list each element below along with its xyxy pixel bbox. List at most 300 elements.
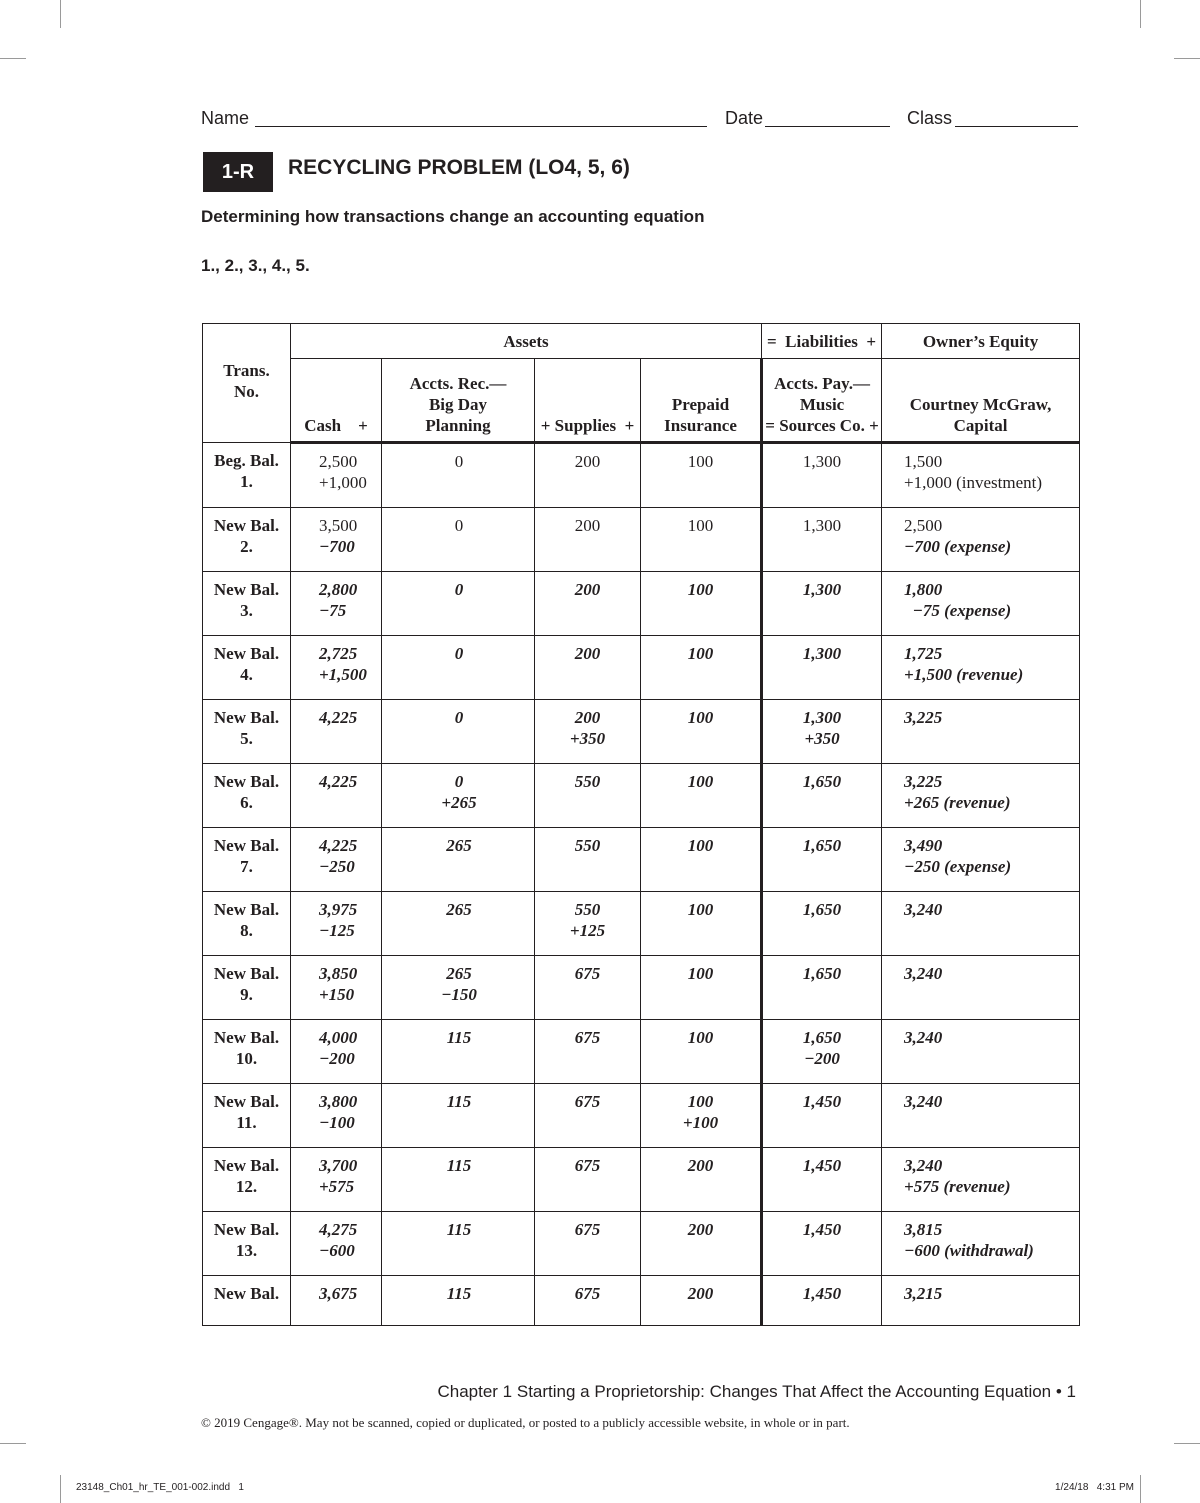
cell-cash-line: 4,225: [319, 836, 358, 855]
cell-cap-line: 1,800: [904, 580, 943, 599]
cell-pre-line: [641, 792, 760, 813]
cell-sup-line: +350: [569, 729, 606, 748]
problem-subtitle: Determining how transactions change an accounting equation: [201, 207, 705, 226]
cell-trans: [203, 1148, 291, 1212]
cell-trans-line: 7.: [240, 857, 253, 876]
cell-cash-line: 3,800: [319, 1092, 358, 1111]
cell-ap-line: [763, 600, 881, 621]
cell-ap: [762, 572, 882, 636]
cell-sup-line: 675: [574, 1220, 601, 1239]
cell-trans: [203, 508, 291, 572]
cell-trans-line: New Bal.: [213, 772, 280, 791]
cell-pre-line: [641, 536, 760, 557]
cell-cash-line: 4,275: [319, 1220, 358, 1239]
cell-trans-line: New Bal.: [213, 1028, 280, 1047]
cell-sup-line: [535, 1176, 640, 1197]
cell-cap: [882, 636, 1080, 700]
cell-ap-line: 1,650: [802, 1028, 842, 1047]
cell-ap: [762, 828, 882, 892]
cell-pre: [641, 700, 762, 764]
cell-sup: [535, 1020, 641, 1084]
slug-right: 1/24/18 4:31 PM: [1055, 1482, 1134, 1493]
cell-ar-line: 115: [446, 1220, 472, 1239]
cell-ar-line: [382, 728, 534, 749]
name-field[interactable]: [255, 126, 707, 127]
cell-ar: [382, 508, 535, 572]
crop-mark: [0, 1443, 26, 1444]
cell-cap-line: 1,725: [904, 644, 943, 663]
cell-trans-line: New Bal.: [213, 644, 280, 663]
cell-ar-line: +265: [441, 793, 477, 812]
cell-ar: [382, 828, 535, 892]
cell-cap-line: 3,240: [904, 1028, 943, 1047]
cell-cap-line: [904, 984, 1079, 1005]
cell-trans-line: New Bal.: [213, 1092, 280, 1111]
cell-cap: [882, 1212, 1080, 1276]
cell-ar: [382, 1084, 535, 1148]
cell-ap-line: 1,300: [802, 580, 842, 599]
cell-ar: [382, 636, 535, 700]
cell-cap-line: 3,225: [904, 708, 943, 727]
cell-ap: [762, 1084, 882, 1148]
cell-sup-line: [535, 856, 640, 877]
cell-sup: [535, 700, 641, 764]
cell-cap-line: +575 (revenue): [904, 1177, 1011, 1196]
cell-cap-line: 3,815: [904, 1220, 943, 1239]
cell-ar: [382, 892, 535, 956]
col-ar-line: Big Day: [428, 395, 488, 414]
cell-ap: [762, 508, 882, 572]
cell-pre-line: 100: [687, 452, 714, 471]
cell-trans-line: 13.: [235, 1241, 258, 1260]
cell-pre-line: 200: [687, 1156, 714, 1175]
cell-cash: [291, 1148, 382, 1212]
cell-ar: [382, 1212, 535, 1276]
cell-sup-line: 675: [574, 1284, 601, 1303]
cell-ar: [382, 1276, 535, 1326]
cell-ar-line: [382, 536, 534, 557]
problem-title: RECYCLING PROBLEM (LO4, 5, 6): [288, 156, 630, 179]
cell-pre-line: 100: [687, 964, 714, 983]
date-label: Date: [725, 108, 764, 128]
cell-ap: [762, 764, 882, 828]
cell-cash: [291, 572, 382, 636]
cell-ap-line: [763, 792, 881, 813]
col-prepaid-header: [641, 359, 762, 443]
cell-pre-line: [641, 1048, 760, 1069]
cell-pre-line: 100: [687, 900, 714, 919]
cell-pre-line: [641, 664, 760, 685]
cell-ar: [382, 764, 535, 828]
cell-ap-line: 1,300: [802, 644, 842, 663]
cell-ap-line: 1,300: [802, 516, 842, 535]
cell-cap-line: 3,215: [904, 1284, 943, 1303]
col-capital-line: Capital: [953, 416, 1008, 435]
cell-sup: [535, 508, 641, 572]
cell-trans-line: 4.: [240, 665, 253, 684]
cell-trans-line: New Bal.: [213, 708, 280, 727]
cell-sup: [535, 1148, 641, 1212]
cell-sup: [535, 1084, 641, 1148]
cell-pre-line: [641, 1304, 760, 1325]
cell-sup: [535, 636, 641, 700]
header-row-columns: [203, 359, 1080, 443]
cell-trans-line: 2.: [240, 537, 253, 556]
cell-trans-line: Beg. Bal.: [214, 451, 279, 470]
cell-cap-line: −700 (expense): [904, 537, 1012, 556]
table-row: [203, 1020, 1080, 1084]
cell-trans: [203, 572, 291, 636]
cell-cash-line: 4,225: [319, 708, 358, 727]
cell-pre-line: [641, 600, 760, 621]
cell-trans: [203, 1212, 291, 1276]
col-trans-line: No.: [233, 382, 260, 401]
cell-ar-line: [382, 664, 534, 685]
cell-ap-line: 1,450: [802, 1156, 842, 1175]
footer-chapter: Chapter 1 Starting a Proprietorship: Changes That Affect the Accounting Equation • 1: [437, 1382, 1076, 1401]
cell-ap-line: [763, 1240, 881, 1261]
cell-pre-line: [641, 472, 760, 493]
cell-cap: [882, 1020, 1080, 1084]
cell-ap-line: 1,450: [802, 1284, 842, 1303]
cell-ar: [382, 443, 535, 508]
cell-cash-line: [319, 1304, 381, 1325]
cell-pre: [641, 828, 762, 892]
cell-cash-line: 3,850: [319, 964, 358, 983]
cell-cap-line: +1,500 (revenue): [904, 665, 1024, 684]
table-row: [203, 956, 1080, 1020]
col-supplies-header: + Supplies +: [535, 359, 641, 443]
cell-pre: [641, 892, 762, 956]
cell-sup-line: 675: [574, 1156, 601, 1175]
cell-ar-line: [382, 600, 534, 621]
cell-sup-line: [535, 472, 640, 493]
cell-pre-line: 100: [687, 580, 714, 599]
cell-pre-line: 200: [687, 1220, 714, 1239]
cell-ar-line: 115: [446, 1028, 472, 1047]
cell-trans-line: New Bal.: [213, 1284, 280, 1303]
cell-trans: [203, 700, 291, 764]
cell-ar-line: 265: [446, 964, 472, 983]
cell-cash: [291, 636, 382, 700]
cell-pre-line: 100: [687, 516, 714, 535]
cell-sup-line: 675: [574, 1092, 601, 1111]
cell-cash-line: 3,975: [319, 900, 358, 919]
cell-ar-line: [382, 1112, 534, 1133]
cell-cash-line: 2,725: [319, 644, 358, 663]
cell-ap-line: [763, 664, 881, 685]
cell-cash-line: +1,500: [319, 665, 367, 684]
cell-ap-line: 1,650: [802, 900, 842, 919]
cell-sup: [535, 1212, 641, 1276]
cell-pre-line: 100: [687, 708, 714, 727]
cell-trans-line: 11.: [236, 1113, 257, 1132]
cell-pre: [641, 1212, 762, 1276]
cell-cap-line: [904, 1112, 1079, 1133]
cell-cash-line: −100: [319, 1113, 355, 1132]
cell-ap-line: 1,300: [802, 708, 842, 727]
cell-ap: [762, 956, 882, 1020]
cell-ap-line: 1,650: [802, 772, 842, 791]
cell-pre-line: [641, 984, 760, 1005]
cell-cash-line: 4,000: [319, 1028, 358, 1047]
cell-sup-line: 200: [574, 452, 601, 471]
cell-trans-line: New Bal.: [213, 836, 280, 855]
cell-ar-line: 0: [454, 772, 464, 791]
cell-sup: [535, 572, 641, 636]
cell-sup: [535, 828, 641, 892]
cell-ar-line: [382, 920, 534, 941]
cell-ap: [762, 636, 882, 700]
table-row: [203, 1148, 1080, 1212]
cell-sup-line: 200: [574, 708, 601, 727]
cell-sup-line: [535, 1304, 640, 1325]
cell-ap-line: [763, 920, 881, 941]
cell-trans-line: New Bal.: [213, 1220, 280, 1239]
cell-ap: [762, 892, 882, 956]
cell-pre: [641, 508, 762, 572]
cell-cash-line: 2,800: [319, 580, 358, 599]
cell-pre: [641, 764, 762, 828]
cell-sup-line: [535, 984, 640, 1005]
cell-ap: [762, 443, 882, 508]
cell-cap-line: 3,225: [904, 772, 943, 791]
cell-cap-line: −75 (expense): [904, 601, 1012, 620]
col-capital-header: [882, 359, 1080, 443]
problem-parts: 1., 2., 3., 4., 5.: [201, 256, 310, 275]
cell-trans-line: New Bal.: [213, 516, 280, 535]
col-capital-line: Courtney McGraw,: [909, 395, 1052, 414]
cell-ap-line: 1,650: [802, 836, 842, 855]
table-row: [203, 1212, 1080, 1276]
col-trans-header: [203, 324, 291, 443]
cell-cap: [882, 700, 1080, 764]
cell-ar: [382, 572, 535, 636]
cell-cap: [882, 764, 1080, 828]
cell-ap-line: 1,300: [802, 452, 842, 471]
cell-cap: [882, 828, 1080, 892]
col-prepaid-line: Prepaid: [671, 395, 730, 414]
cell-ar-line: 0: [454, 516, 464, 535]
header-row-groups: [203, 324, 1080, 359]
cell-ar-line: 0: [454, 708, 464, 727]
cell-pre: [641, 1148, 762, 1212]
cell-cash-line: −200: [319, 1049, 355, 1068]
table-row: [203, 636, 1080, 700]
header-line: [201, 108, 1078, 130]
accounting-equation-table: [202, 323, 1080, 1326]
cell-pre-line: 100: [687, 1092, 714, 1111]
cell-cap: [882, 508, 1080, 572]
cell-pre: [641, 572, 762, 636]
cell-ar-line: 0: [454, 644, 464, 663]
table-row: [203, 764, 1080, 828]
cell-cash: [291, 1084, 382, 1148]
table-row: [203, 828, 1080, 892]
cell-pre: [641, 1276, 762, 1326]
cell-pre-line: [641, 728, 760, 749]
cell-sup-line: 550: [574, 900, 601, 919]
col-trans-line: Trans.: [223, 361, 270, 380]
cell-trans-line: 12.: [235, 1177, 258, 1196]
cell-ap-line: [763, 856, 881, 877]
cell-sup-line: [535, 600, 640, 621]
cell-trans-line: 1.: [240, 472, 253, 491]
cell-trans-line: 10.: [235, 1049, 258, 1068]
cell-cap-line: +1,000 (investment): [904, 473, 1043, 492]
cell-ar-line: [382, 1304, 534, 1325]
slug-left: 23148_Ch01_hr_TE_001-002.indd 1: [76, 1482, 244, 1493]
cell-trans: [203, 443, 291, 508]
cell-cash-line: −75: [319, 601, 347, 620]
cell-cap-line: 2,500: [904, 516, 943, 535]
cell-cash-line: 2,500: [319, 452, 358, 471]
cell-trans: [203, 1084, 291, 1148]
cell-cash: [291, 1212, 382, 1276]
col-ap-line: Accts. Pay.—: [774, 374, 870, 393]
cell-cash-line: 3,700: [319, 1156, 358, 1175]
cell-trans: [203, 892, 291, 956]
cell-cash: [291, 956, 382, 1020]
cell-trans: [203, 636, 291, 700]
cell-ap: [762, 700, 882, 764]
cell-trans-line: New Bal.: [213, 900, 280, 919]
cell-cash-line: −700: [319, 537, 355, 556]
cell-cap-line: −600 (withdrawal): [904, 1241, 1034, 1260]
cell-sup: [535, 892, 641, 956]
cell-ar-line: 265: [446, 836, 472, 855]
col-ap-line: = Sources Co. +: [765, 416, 879, 435]
cell-cash: [291, 1276, 382, 1326]
cell-ap-line: 1,650: [802, 964, 842, 983]
cell-cap-line: [904, 920, 1079, 941]
cell-pre-line: 100: [687, 1028, 714, 1047]
col-cash-header: Cash +: [291, 359, 382, 443]
liabilities-header: = Liabilities +: [762, 324, 882, 359]
class-label: Class: [907, 108, 953, 128]
cell-pre: [641, 1084, 762, 1148]
cell-trans-line: New Bal.: [213, 964, 280, 983]
cell-ar-line: 115: [446, 1092, 472, 1111]
cell-ar: [382, 700, 535, 764]
cell-pre-line: 100: [687, 772, 714, 791]
copyright: © 2019 Cengage®. May not be scanned, copied or duplicated, or posted to a publicly accessible website, in whole or in part.: [201, 1415, 850, 1430]
cell-trans: [203, 1276, 291, 1326]
crop-mark: [0, 58, 26, 59]
cell-sup-line: 200: [574, 644, 601, 663]
table-row: [203, 508, 1080, 572]
cell-cash: [291, 443, 382, 508]
cell-pre: [641, 636, 762, 700]
cell-ap-line: 1,450: [802, 1092, 842, 1111]
cell-cap: [882, 1276, 1080, 1326]
cell-trans-line: [203, 1304, 290, 1325]
cell-ar-line: 115: [446, 1284, 472, 1303]
table-row: [203, 443, 1080, 508]
cell-cash-line: +150: [319, 985, 355, 1004]
cell-trans: [203, 1020, 291, 1084]
cell-pre-line: 200: [687, 1284, 714, 1303]
cell-cap-line: [904, 728, 1079, 749]
name-label: Name: [201, 108, 250, 128]
cell-cash: [291, 892, 382, 956]
cell-sup: [535, 764, 641, 828]
cell-sup: [535, 956, 641, 1020]
cell-ap-line: [763, 536, 881, 557]
cell-ap: [762, 1148, 882, 1212]
cell-cap-line: +265 (revenue): [904, 793, 1011, 812]
cell-ap-line: +350: [804, 729, 840, 748]
cell-ar-line: [382, 856, 534, 877]
cell-ar-line: −150: [441, 985, 477, 1004]
cell-ar-line: 0: [454, 580, 464, 599]
table-row: [203, 1276, 1080, 1326]
cell-ar: [382, 1020, 535, 1084]
cell-cap-line: 3,240: [904, 1156, 943, 1175]
cell-ar: [382, 956, 535, 1020]
cell-ar-line: [382, 1240, 534, 1261]
cell-cap: [882, 1084, 1080, 1148]
cell-cash-line: −125: [319, 921, 355, 940]
cell-cash-line: 4,225: [319, 772, 358, 791]
cell-pre-line: +100: [682, 1113, 719, 1132]
cell-sup-line: 675: [574, 964, 601, 983]
cell-cap-line: [904, 1304, 1079, 1325]
crop-mark: [60, 1475, 61, 1503]
cell-sup-line: 550: [574, 772, 601, 791]
cell-cap-line: [904, 1048, 1079, 1069]
cell-cap: [882, 1148, 1080, 1212]
cell-sup-line: [535, 664, 640, 685]
table-row: [203, 572, 1080, 636]
cell-ap-line: [763, 1304, 881, 1325]
cell-ar: [382, 1148, 535, 1212]
cell-ar-line: [382, 1048, 534, 1069]
class-field[interactable]: [955, 126, 1078, 127]
cell-trans-line: New Bal.: [213, 580, 280, 599]
col-ar-line: Accts. Rec.—: [409, 374, 507, 393]
problem-badge: 1-R: [203, 152, 273, 192]
cell-sup-line: [535, 536, 640, 557]
cell-pre-line: 100: [687, 644, 714, 663]
cell-cash-line: −250: [319, 857, 355, 876]
cell-trans-line: 8.: [240, 921, 253, 940]
cell-cap-line: 3,240: [904, 1092, 943, 1111]
cell-ap-line: [763, 472, 881, 493]
cell-pre-line: [641, 856, 760, 877]
cell-trans-line: 3.: [240, 601, 253, 620]
cell-cash-line: +1,000: [319, 473, 367, 492]
cell-trans: [203, 828, 291, 892]
crop-mark: [1140, 1475, 1141, 1503]
cell-sup-line: 675: [574, 1028, 601, 1047]
cell-ap-line: [763, 984, 881, 1005]
cell-sup-line: 200: [574, 580, 601, 599]
cell-cash: [291, 1020, 382, 1084]
date-field[interactable]: [765, 126, 890, 127]
cell-sup: [535, 443, 641, 508]
crop-mark: [1174, 1443, 1200, 1444]
cell-ar-line: [382, 472, 534, 493]
cell-cap: [882, 956, 1080, 1020]
cell-cap: [882, 443, 1080, 508]
cell-pre-line: [641, 1176, 760, 1197]
assets-header: Assets: [291, 324, 762, 359]
cell-sup-line: 200: [574, 516, 601, 535]
cell-trans-line: 5.: [240, 729, 253, 748]
col-ap-header: [762, 359, 882, 443]
cell-cap-line: −250 (expense): [904, 857, 1012, 876]
